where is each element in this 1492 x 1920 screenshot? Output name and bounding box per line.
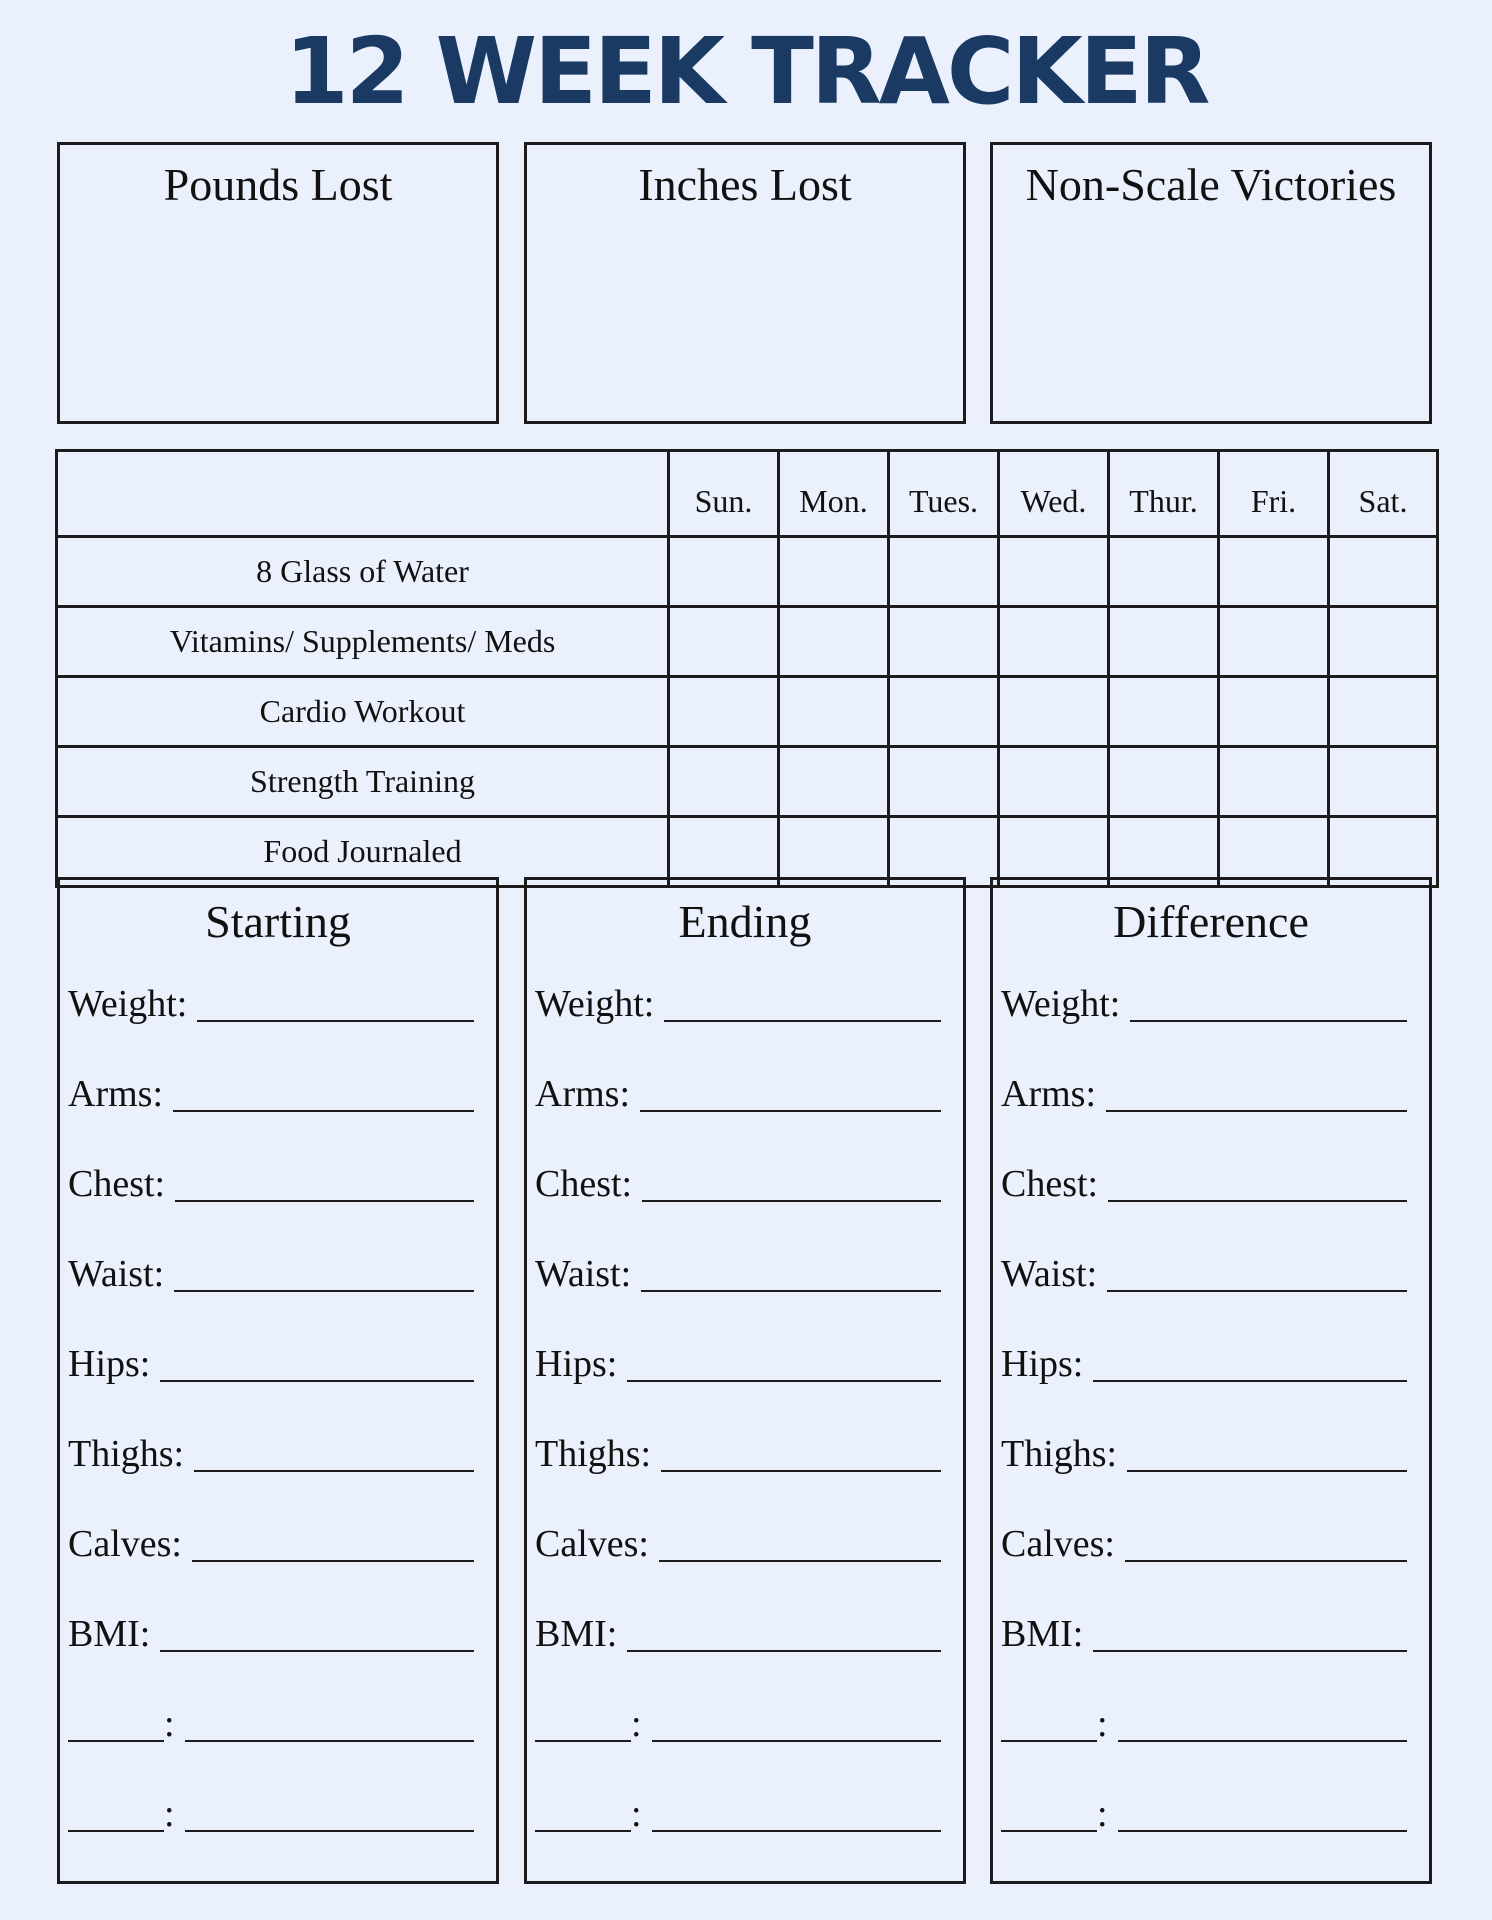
blank-line[interactable] — [659, 1522, 941, 1562]
field-label: Waist: — [1001, 1253, 1098, 1295]
checkbox-cell[interactable] — [1329, 537, 1438, 607]
habit-tracker-table — [55, 449, 1439, 888]
ending-box — [524, 877, 966, 1884]
checkbox-cell[interactable] — [1219, 747, 1329, 817]
field-label: Calves: — [535, 1523, 649, 1565]
checkbox-cell[interactable] — [999, 537, 1109, 607]
checkbox-cell[interactable] — [1109, 537, 1219, 607]
day-header: Tues. — [889, 451, 999, 537]
page-title: 12 WEEK TRACKER — [284, 18, 1208, 125]
checkbox-cell[interactable] — [1109, 747, 1219, 817]
checkbox-cell[interactable] — [1109, 607, 1219, 677]
checkbox-cell[interactable] — [1219, 817, 1329, 887]
day-header: Sat. — [1329, 451, 1438, 537]
checkbox-cell[interactable] — [1329, 607, 1438, 677]
field-label: Weight: — [68, 983, 188, 1025]
bmi-field[interactable] — [68, 1612, 488, 1702]
custom-label-blank[interactable] — [68, 1792, 164, 1832]
chest-field[interactable] — [1001, 1162, 1421, 1252]
habit-label: Strength Training — [57, 747, 669, 817]
non-scale-victories-title: Non-Scale Victories — [1025, 159, 1397, 210]
checkbox-cell[interactable] — [669, 537, 779, 607]
blank-line[interactable] — [1107, 1252, 1407, 1292]
custom-field[interactable] — [1001, 1702, 1421, 1792]
blank-line[interactable] — [1106, 1072, 1407, 1112]
colon: : — [164, 1793, 175, 1835]
day-header: Sun. — [669, 451, 779, 537]
field-label: Thighs: — [68, 1433, 185, 1475]
inches-lost-box[interactable] — [524, 142, 966, 424]
calves-field[interactable] — [1001, 1522, 1421, 1612]
blank-line[interactable] — [1125, 1522, 1407, 1562]
blank-line[interactable] — [1108, 1162, 1407, 1202]
colon: : — [164, 1703, 175, 1745]
checkbox-cell[interactable] — [779, 537, 889, 607]
blank-line[interactable] — [160, 1612, 474, 1652]
checkbox-cell[interactable] — [999, 817, 1109, 887]
checkbox-cell[interactable] — [669, 817, 779, 887]
colon: : — [1097, 1703, 1108, 1745]
field-label: Thighs: — [535, 1433, 652, 1475]
checkbox-cell[interactable] — [999, 607, 1109, 677]
checkbox-cell[interactable] — [779, 817, 889, 887]
blank-line[interactable] — [160, 1342, 474, 1382]
thighs-field[interactable] — [68, 1432, 488, 1522]
blank-line[interactable] — [1093, 1342, 1407, 1382]
habit-label: Vitamins/ Supplements/ Meds — [57, 607, 669, 677]
thighs-field[interactable] — [535, 1432, 955, 1522]
custom-label-blank[interactable] — [1001, 1792, 1097, 1832]
custom-field[interactable] — [535, 1702, 955, 1792]
weight-field[interactable] — [1001, 982, 1421, 1072]
checkbox-cell[interactable] — [669, 677, 779, 747]
starting-box — [57, 877, 499, 1884]
measurement-fields — [535, 982, 955, 1882]
difference-box — [990, 877, 1432, 1884]
bmi-field[interactable] — [1001, 1612, 1421, 1702]
blank-line[interactable] — [664, 982, 941, 1022]
arms-field[interactable] — [68, 1072, 488, 1162]
blank-line[interactable] — [192, 1522, 474, 1562]
table-row — [57, 677, 1438, 747]
checkbox-cell[interactable] — [889, 537, 999, 607]
blank-line[interactable] — [627, 1612, 941, 1652]
hips-field[interactable] — [68, 1342, 488, 1432]
day-header: Wed. — [999, 451, 1109, 537]
checkbox-cell[interactable] — [1219, 537, 1329, 607]
blank-line[interactable] — [185, 1792, 474, 1832]
header-blank-cell — [57, 451, 669, 537]
checkbox-cell[interactable] — [1329, 817, 1438, 887]
non-scale-victories-box[interactable] — [990, 142, 1432, 424]
blank-line[interactable] — [1127, 1432, 1407, 1472]
pounds-lost-box[interactable] — [57, 142, 499, 424]
blank-line[interactable] — [1093, 1612, 1407, 1652]
hips-field[interactable] — [535, 1342, 955, 1432]
chest-field[interactable] — [68, 1162, 488, 1252]
measurement-fields — [68, 982, 488, 1882]
difference-title: Difference — [1113, 896, 1309, 947]
field-label: Hips: — [535, 1343, 618, 1385]
field-label: Arms: — [1001, 1073, 1096, 1115]
custom-field[interactable] — [68, 1702, 488, 1792]
checkbox-cell[interactable] — [1219, 607, 1329, 677]
starting-title: Starting — [205, 896, 351, 947]
checkbox-cell[interactable] — [669, 607, 779, 677]
bmi-field[interactable] — [535, 1612, 955, 1702]
blank-line[interactable] — [1118, 1702, 1407, 1742]
inches-lost-title: Inches Lost — [638, 159, 852, 210]
custom-field[interactable] — [68, 1792, 488, 1882]
table-row — [57, 537, 1438, 607]
colon: : — [631, 1703, 642, 1745]
blank-line[interactable] — [175, 1162, 474, 1202]
checkbox-cell[interactable] — [1219, 677, 1329, 747]
checkbox-cell[interactable] — [779, 747, 889, 817]
waist-field[interactable] — [1001, 1252, 1421, 1342]
chest-field[interactable] — [535, 1162, 955, 1252]
blank-line[interactable] — [1130, 982, 1407, 1022]
field-label: Chest: — [1001, 1163, 1099, 1205]
checkbox-cell[interactable] — [889, 677, 999, 747]
blank-line[interactable] — [1118, 1792, 1407, 1832]
day-header: Thur. — [1109, 451, 1219, 537]
blank-line[interactable] — [661, 1432, 941, 1472]
checkbox-cell[interactable] — [779, 607, 889, 677]
day-header: Fri. — [1219, 451, 1329, 537]
field-label: BMI: — [1001, 1613, 1084, 1655]
checkbox-cell[interactable] — [889, 817, 999, 887]
weight-field[interactable] — [68, 982, 488, 1072]
calves-field[interactable] — [68, 1522, 488, 1612]
field-label: Chest: — [68, 1163, 166, 1205]
field-label: Calves: — [1001, 1523, 1115, 1565]
checkbox-cell[interactable] — [889, 747, 999, 817]
checkbox-cell[interactable] — [889, 607, 999, 677]
custom-field[interactable] — [1001, 1792, 1421, 1882]
field-label: Hips: — [1001, 1343, 1084, 1385]
field-label: Arms: — [535, 1073, 630, 1115]
arms-field[interactable] — [1001, 1072, 1421, 1162]
blank-line[interactable] — [652, 1792, 941, 1832]
checkbox-cell[interactable] — [1109, 817, 1219, 887]
thighs-field[interactable] — [1001, 1432, 1421, 1522]
weight-field[interactable] — [535, 982, 955, 1072]
custom-label-blank[interactable] — [1001, 1702, 1097, 1742]
blank-line[interactable] — [174, 1252, 474, 1292]
custom-label-blank[interactable] — [68, 1702, 164, 1742]
hips-field[interactable] — [1001, 1342, 1421, 1432]
blank-line[interactable] — [173, 1072, 474, 1112]
field-label: Chest: — [535, 1163, 633, 1205]
table-header-row — [57, 451, 1438, 537]
day-header: Mon. — [779, 451, 889, 537]
field-label: Hips: — [68, 1343, 151, 1385]
field-label: Weight: — [535, 983, 655, 1025]
habit-label: Food Journaled — [57, 817, 669, 887]
blank-line[interactable] — [641, 1252, 941, 1292]
checkbox-cell[interactable] — [999, 677, 1109, 747]
checkbox-cell[interactable] — [1109, 677, 1219, 747]
colon: : — [631, 1793, 642, 1835]
field-label: Waist: — [68, 1253, 165, 1295]
custom-label-blank[interactable] — [535, 1702, 631, 1742]
blank-line[interactable] — [642, 1162, 941, 1202]
field-label: BMI: — [68, 1613, 151, 1655]
table-row — [57, 607, 1438, 677]
table-row — [57, 817, 1438, 887]
pounds-lost-title: Pounds Lost — [163, 159, 393, 210]
checkbox-cell[interactable] — [999, 747, 1109, 817]
checkbox-cell[interactable] — [1329, 747, 1438, 817]
habit-label: Cardio Workout — [57, 677, 669, 747]
ending-title: Ending — [678, 896, 812, 947]
measurement-fields — [1001, 982, 1421, 1882]
checkbox-cell[interactable] — [779, 677, 889, 747]
habit-label: 8 Glass of Water — [57, 537, 669, 607]
custom-label-blank[interactable] — [535, 1792, 631, 1832]
field-label: Thighs: — [1001, 1433, 1118, 1475]
blank-line[interactable] — [627, 1342, 941, 1382]
blank-line[interactable] — [197, 982, 474, 1022]
field-label: Weight: — [1001, 983, 1121, 1025]
waist-field[interactable] — [535, 1252, 955, 1342]
blank-line[interactable] — [185, 1702, 474, 1742]
blank-line[interactable] — [640, 1072, 941, 1112]
checkbox-cell[interactable] — [1329, 677, 1438, 747]
field-label: Calves: — [68, 1523, 182, 1565]
checkbox-cell[interactable] — [669, 747, 779, 817]
table-row — [57, 747, 1438, 817]
blank-line[interactable] — [652, 1702, 941, 1742]
colon: : — [1097, 1793, 1108, 1835]
calves-field[interactable] — [535, 1522, 955, 1612]
custom-field[interactable] — [535, 1792, 955, 1882]
field-label: Waist: — [535, 1253, 632, 1295]
blank-line[interactable] — [194, 1432, 474, 1472]
waist-field[interactable] — [68, 1252, 488, 1342]
field-label: Arms: — [68, 1073, 163, 1115]
arms-field[interactable] — [535, 1072, 955, 1162]
field-label: BMI: — [535, 1613, 618, 1655]
